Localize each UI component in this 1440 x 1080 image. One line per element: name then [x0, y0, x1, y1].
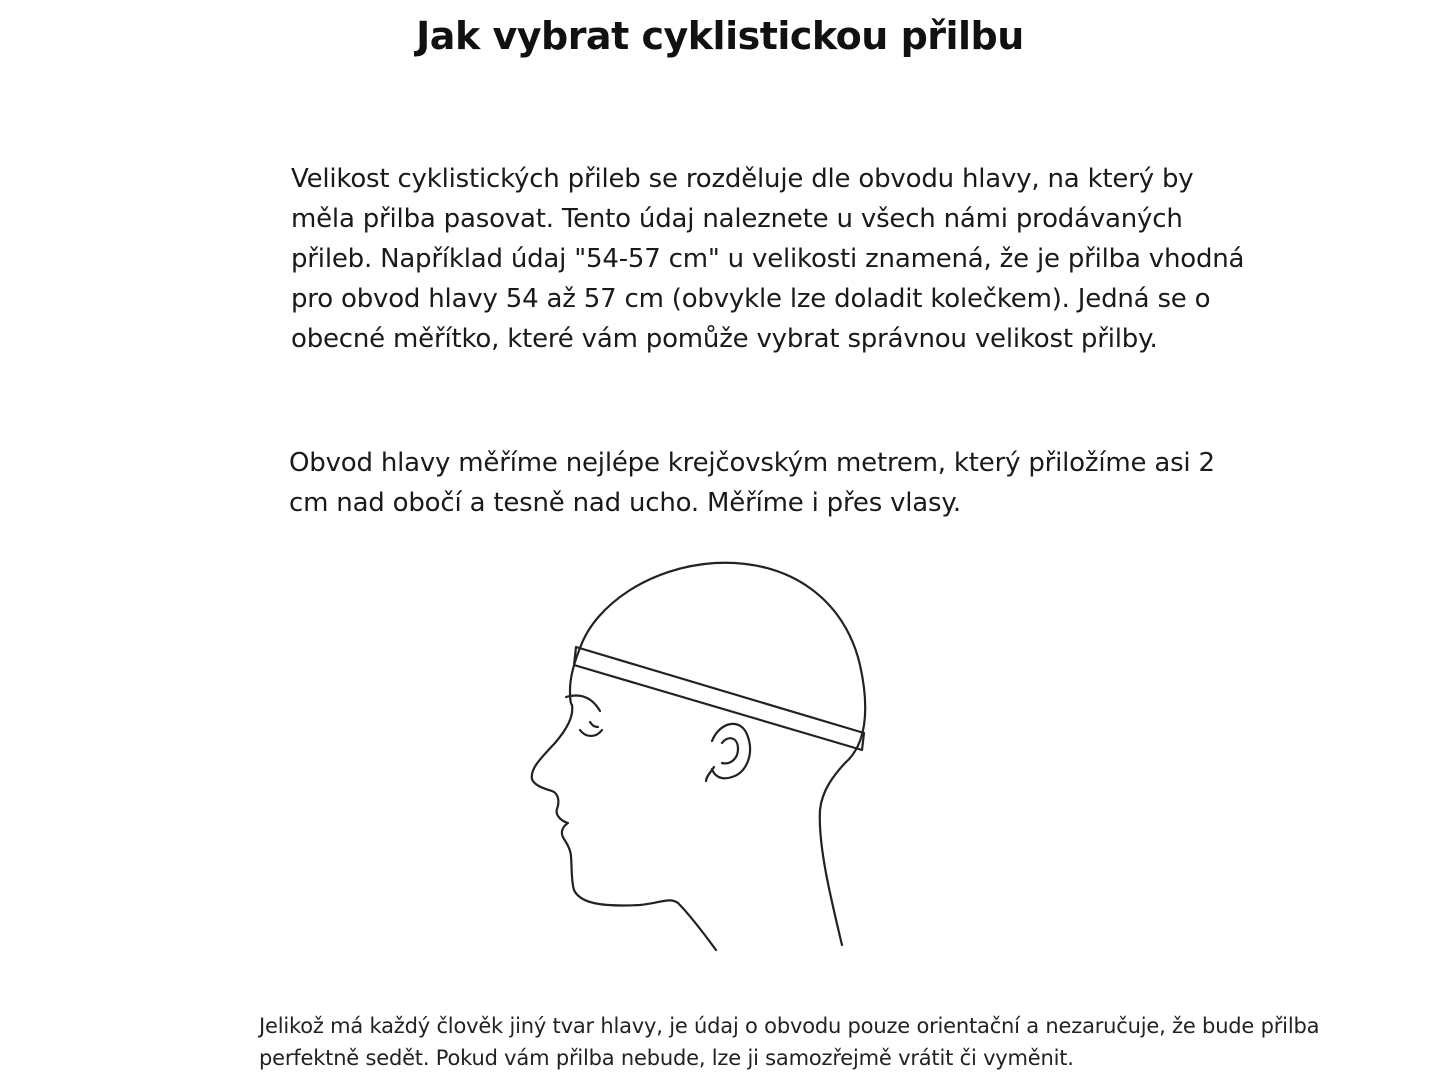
disclaimer-paragraph: Jelikož má každý člověk jiný tvar hlavy, je údaj o obvodu pouze orientační a nezaručuje, že bude přilba perfektně sedět. Pokud vám přilba nebude, lze ji samozřejmě vrátit či vyměnit. — [259, 1014, 1320, 1070]
head-measurement-icon — [500, 545, 900, 955]
face-profile — [532, 705, 716, 950]
head-outline — [580, 563, 865, 945]
closed-eye — [580, 730, 602, 736]
measuring-tape-band — [574, 647, 864, 750]
measuring-instructions-paragraph: Obvod hlavy měříme nejlépe krejčovským metrem, který přiložíme asi 2 cm nad obočí a tesně nad ucho. Měříme i přes vlasy. — [289, 448, 1215, 518]
ear — [712, 724, 750, 778]
size-explanation-paragraph: Velikost cyklistických přileb se rozděluje dle obvodu hlavy, na který by měla přilba pasovat. Tento údaj naleznete u všech námi prodávaných přileb. Například údaj "54-57 cm" u velikosti znamená, že je přilba vhodná pro obvod hlavy 54 až 57 cm (obvykle lze doladit kolečkem). Jedná se o obecné měřítko, které vám pomůže vybrat správnou velikost přilby. — [291, 164, 1245, 354]
page-title: Jak vybrat cyklistickou přilbu — [416, 14, 1024, 58]
